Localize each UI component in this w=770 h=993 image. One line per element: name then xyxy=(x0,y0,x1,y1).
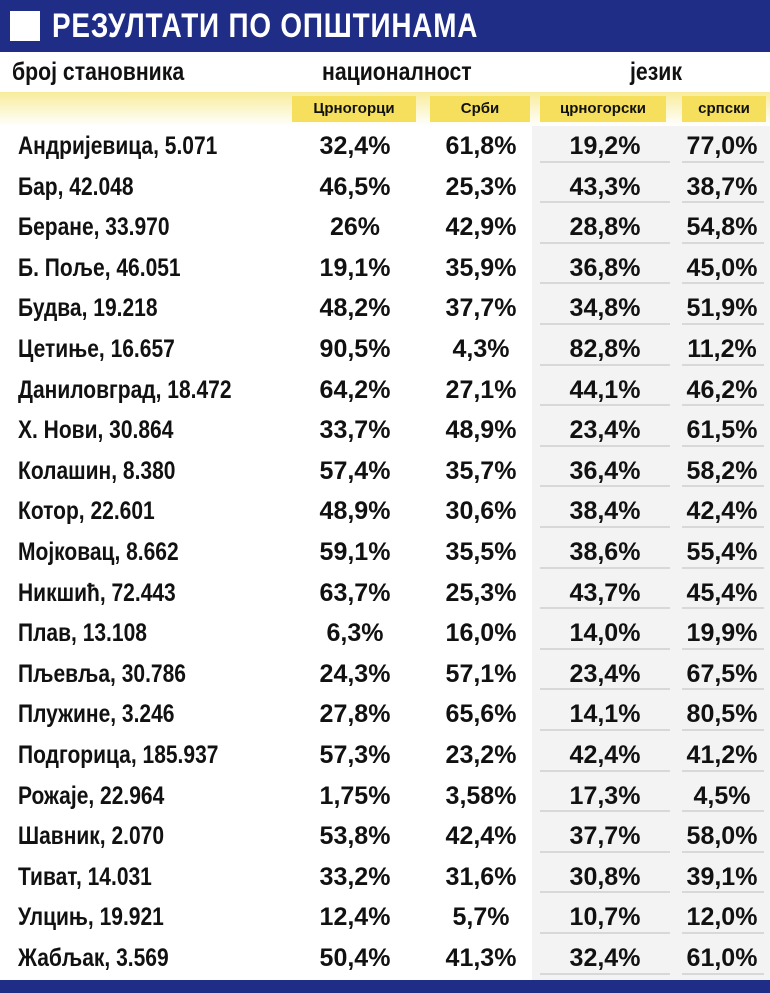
montenegrins-cell: 6,3% xyxy=(326,619,384,648)
row-underline xyxy=(682,526,764,528)
montenegrins-cell: 59,1% xyxy=(319,538,391,566)
montenegrin-language-cell: 37,7% xyxy=(569,822,641,851)
montenegrin-language-cell: 14,0% xyxy=(569,619,641,648)
column-group-headers xyxy=(0,52,770,92)
serbs-cell: 48,9% xyxy=(445,416,517,445)
montenegrin-language-cell: 43,3% xyxy=(569,172,641,201)
montenegrins-cell: 33,7% xyxy=(319,416,391,445)
montenegrins-cell: 1,75% xyxy=(319,781,391,810)
municipality-cell: Никшић, 72.443 xyxy=(18,578,176,607)
municipality-cell: Колашин, 8.380 xyxy=(18,456,176,485)
row-underline xyxy=(540,201,670,203)
row-underline xyxy=(540,607,670,609)
serbs-cell: 57,1% xyxy=(445,659,517,688)
row-underline xyxy=(540,242,670,244)
montenegrins-cell: 26% xyxy=(329,213,381,242)
table-row xyxy=(0,857,770,898)
municipality-cell: Рожаје, 22.964 xyxy=(18,781,165,810)
serbian-language-cell: 11,2% xyxy=(687,335,757,363)
montenegrin-language-cell: 44,1% xyxy=(569,375,641,404)
row-underline xyxy=(682,770,764,772)
municipality-cell: Даниловград, 18.472 xyxy=(18,375,232,404)
municipality-cell: Котор, 22.601 xyxy=(18,497,155,526)
table-row xyxy=(0,451,770,492)
table-row xyxy=(0,735,770,776)
page-title: РЕЗУЛТАТИ ПО ОПШТИНАМА xyxy=(52,6,479,45)
row-underline xyxy=(682,404,764,406)
montenegrins-cell: 50,4% xyxy=(319,944,391,972)
row-underline xyxy=(540,485,670,487)
table-row xyxy=(0,694,770,735)
serbs-cell: 5,7% xyxy=(452,903,510,932)
serbs-cell: 31,6% xyxy=(445,862,517,891)
table-row xyxy=(0,816,770,857)
municipality-cell: Плав, 13.108 xyxy=(18,619,147,648)
subheader-serbian-language: српски xyxy=(682,96,766,122)
montenegrins-cell: 48,9% xyxy=(319,497,391,526)
row-underline xyxy=(540,932,670,934)
row-underline xyxy=(682,161,764,163)
montenegrins-cell: 24,3% xyxy=(319,659,391,688)
serbs-cell: 41,3% xyxy=(445,944,517,972)
table-row xyxy=(0,167,770,208)
row-underline xyxy=(682,242,764,244)
row-underline xyxy=(682,891,764,893)
table-row xyxy=(0,288,770,329)
municipality-cell: Беране, 33.970 xyxy=(18,213,170,242)
serbian-language-cell: 55,4% xyxy=(686,538,758,566)
serbian-language-cell: 45,4% xyxy=(686,578,758,607)
serbs-cell: 42,9% xyxy=(445,213,517,242)
table-row xyxy=(0,207,770,248)
montenegrin-language-cell: 14,1% xyxy=(569,700,641,729)
montenegrin-language-cell: 36,4% xyxy=(569,456,641,485)
row-underline xyxy=(682,445,764,447)
row-underline xyxy=(540,729,670,731)
montenegrins-cell: 19,1% xyxy=(319,253,391,282)
table-row xyxy=(0,491,770,532)
row-underline xyxy=(540,445,670,447)
serbian-language-cell: 45,0% xyxy=(686,253,758,282)
row-underline xyxy=(540,770,670,772)
serbian-language-cell: 51,9% xyxy=(686,294,758,323)
row-underline xyxy=(540,973,670,975)
table-row xyxy=(0,532,770,573)
row-underline xyxy=(682,851,764,853)
row-underline xyxy=(682,364,764,366)
serbs-cell: 37,7% xyxy=(445,294,517,323)
serbs-cell: 27,1% xyxy=(445,375,517,404)
serbs-cell: 35,7% xyxy=(445,456,517,485)
montenegrins-cell: 90,5% xyxy=(319,335,391,363)
row-underline xyxy=(682,932,764,934)
serbian-language-cell: 12,0% xyxy=(686,903,758,932)
serbs-cell: 35,5% xyxy=(445,538,517,566)
municipality-cell: Пљевља, 30.786 xyxy=(18,659,186,688)
serbian-language-cell: 77,0% xyxy=(686,132,758,160)
serbs-cell: 30,6% xyxy=(445,497,517,526)
title-bar xyxy=(0,0,770,52)
montenegrin-language-cell: 36,8% xyxy=(569,253,641,282)
montenegrin-language-cell: 42,4% xyxy=(569,741,641,769)
montenegrin-language-cell: 32,4% xyxy=(569,944,641,972)
municipality-cell: Бар, 42.048 xyxy=(18,172,134,201)
montenegrin-language-cell: 38,6% xyxy=(569,538,641,566)
row-underline xyxy=(540,404,670,406)
subheader-serbs: Срби xyxy=(430,96,530,122)
row-underline xyxy=(540,810,670,812)
serbian-language-cell: 42,4% xyxy=(686,497,758,526)
montenegrins-cell: 46,5% xyxy=(319,172,391,201)
montenegrins-cell: 27,8% xyxy=(319,700,391,729)
row-underline xyxy=(540,567,670,569)
montenegrin-language-cell: 23,4% xyxy=(569,659,641,688)
table-row xyxy=(0,613,770,654)
table-row xyxy=(0,329,770,370)
serbian-language-cell: 41,2% xyxy=(686,741,758,769)
montenegrins-cell: 12,4% xyxy=(319,903,391,932)
row-underline xyxy=(682,688,764,690)
row-underline xyxy=(540,891,670,893)
municipality-cell: Тиват, 14.031 xyxy=(18,862,152,891)
row-underline xyxy=(540,323,670,325)
bottom-bar xyxy=(0,980,770,993)
table-row xyxy=(0,370,770,411)
serbs-cell: 25,3% xyxy=(445,172,517,201)
row-underline xyxy=(540,648,670,650)
serbian-language-cell: 54,8% xyxy=(686,213,758,242)
square-bullet-icon xyxy=(10,11,40,41)
row-underline xyxy=(682,485,764,487)
row-underline xyxy=(540,688,670,690)
montenegrin-language-cell: 30,8% xyxy=(569,862,641,891)
table-row xyxy=(0,248,770,289)
serbs-cell: 65,6% xyxy=(445,700,517,729)
serbs-cell: 25,3% xyxy=(445,578,517,607)
column-subheaders xyxy=(0,92,770,126)
row-underline xyxy=(540,851,670,853)
municipality-cell: Плужине, 3.246 xyxy=(18,700,175,729)
montenegrin-language-cell: 17,3% xyxy=(569,781,641,810)
municipality-cell: Мојковац, 8.662 xyxy=(18,538,179,566)
montenegrins-cell: 48,2% xyxy=(319,294,391,323)
municipality-cell: Улцињ, 19.921 xyxy=(18,903,164,932)
header-language: језик xyxy=(630,58,682,86)
serbs-cell: 42,4% xyxy=(445,822,517,851)
row-underline xyxy=(540,364,670,366)
municipality-cell: Б. Поље, 46.051 xyxy=(18,253,181,282)
row-underline xyxy=(682,810,764,812)
table-row xyxy=(0,897,770,938)
serbs-cell: 35,9% xyxy=(445,253,517,282)
row-underline xyxy=(682,323,764,325)
serbian-language-cell: 39,1% xyxy=(686,862,758,891)
table-row xyxy=(0,938,770,979)
montenegrins-cell: 32,4% xyxy=(319,132,391,160)
row-underline xyxy=(682,973,764,975)
row-underline xyxy=(682,648,764,650)
serbian-language-cell: 61,0% xyxy=(686,944,758,972)
montenegrins-cell: 57,4% xyxy=(319,456,391,485)
montenegrins-cell: 33,2% xyxy=(319,862,391,891)
montenegrin-language-cell: 43,7% xyxy=(569,578,641,607)
table-row xyxy=(0,573,770,614)
table-row xyxy=(0,776,770,817)
serbs-cell: 23,2% xyxy=(445,741,517,769)
serbian-language-cell: 58,0% xyxy=(686,822,758,851)
montenegrin-language-cell: 28,8% xyxy=(569,213,641,242)
municipality-cell: Будва, 19.218 xyxy=(18,294,158,323)
serbian-language-cell: 61,5% xyxy=(686,416,758,445)
row-underline xyxy=(682,729,764,731)
montenegrin-language-cell: 19,2% xyxy=(569,132,641,160)
municipality-cell: Андријевица, 5.071 xyxy=(18,132,218,160)
serbs-cell: 16,0% xyxy=(445,619,517,648)
montenegrin-language-cell: 34,8% xyxy=(569,294,641,323)
row-underline xyxy=(682,567,764,569)
montenegrin-language-cell: 10,7% xyxy=(569,903,641,932)
municipality-cell: Жабљак, 3.569 xyxy=(18,944,169,972)
header-nationality: националност xyxy=(322,58,472,86)
table-row xyxy=(0,410,770,451)
serbian-language-cell: 46,2% xyxy=(686,375,758,404)
subheader-montenegrin-language: црногорски xyxy=(540,96,666,122)
row-underline xyxy=(540,282,670,284)
serbian-language-cell: 58,2% xyxy=(686,456,758,485)
serbs-cell: 61,8% xyxy=(445,132,517,160)
montenegrins-cell: 57,3% xyxy=(319,741,391,769)
serbian-language-cell: 19,9% xyxy=(686,619,758,648)
header-population: број становника xyxy=(12,58,185,86)
montenegrins-cell: 63,7% xyxy=(319,578,391,607)
table-row xyxy=(0,654,770,695)
row-underline xyxy=(540,161,670,163)
serbs-cell: 4,3% xyxy=(452,335,510,363)
montenegrin-language-cell: 23,4% xyxy=(569,416,641,445)
row-underline xyxy=(682,201,764,203)
serbian-language-cell: 4,5% xyxy=(693,781,751,810)
municipality-cell: Цетиње, 16.657 xyxy=(18,335,175,363)
serbian-language-cell: 80,5% xyxy=(686,700,758,729)
municipality-cell: Шавник, 2.070 xyxy=(18,822,165,851)
montenegrins-cell: 64,2% xyxy=(319,375,391,404)
montenegrin-language-cell: 82,8% xyxy=(569,335,641,363)
row-underline xyxy=(682,607,764,609)
montenegrins-cell: 53,8% xyxy=(319,822,391,851)
subheader-montenegrins: Црногорци xyxy=(292,96,416,122)
results-table xyxy=(0,126,770,980)
montenegrin-language-cell: 38,4% xyxy=(569,497,641,526)
serbs-cell: 3,58% xyxy=(445,781,517,810)
municipality-cell: Х. Нови, 30.864 xyxy=(18,416,174,445)
row-underline xyxy=(682,282,764,284)
serbian-language-cell: 38,7% xyxy=(686,172,758,201)
serbian-language-cell: 67,5% xyxy=(686,659,758,688)
table-row xyxy=(0,126,770,167)
row-underline xyxy=(540,526,670,528)
municipality-cell: Подгорица, 185.937 xyxy=(18,741,219,769)
